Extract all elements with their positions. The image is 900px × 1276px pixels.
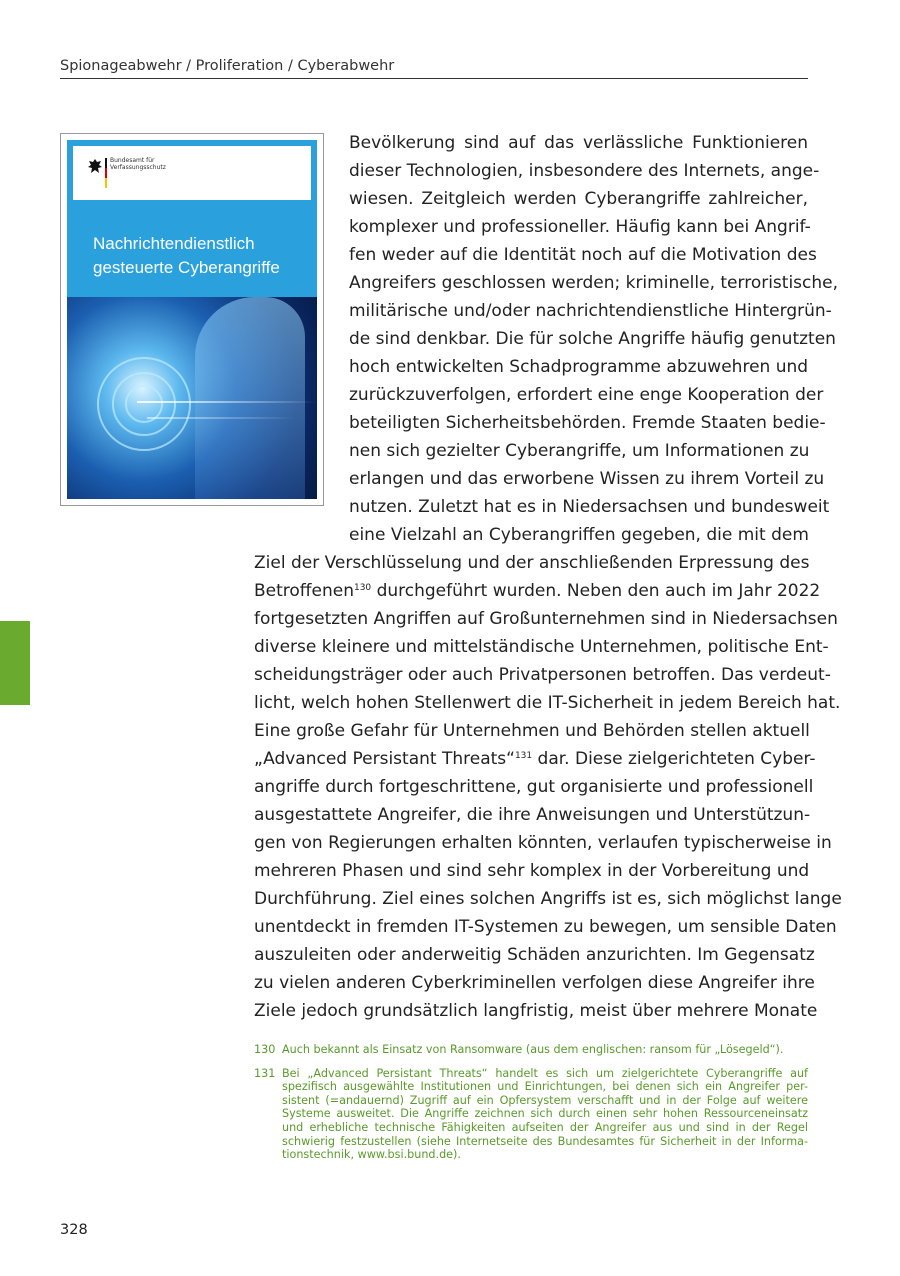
text-fragment: durchgeführt wurden. Neben den auch im Jahr 2022 bbox=[371, 581, 821, 601]
brochure-title-line: gesteuerte Cyberangriffe bbox=[93, 258, 280, 277]
page-number: 328 bbox=[60, 1222, 88, 1238]
text-line: scheidungsträger oder auch Privatpersonen betroffen. Das verdeut- bbox=[254, 665, 831, 685]
agency-name-line: Verfassungsschutz bbox=[110, 164, 166, 171]
footnote-130 bbox=[254, 1043, 808, 1057]
chapter-color-tab bbox=[0, 621, 30, 705]
text-line: eine Vielzahl an Cyberangriffen gegeben, die mit dem bbox=[349, 525, 809, 545]
text-line: militärische und/oder nachrichtendienstliche Hintergrün- bbox=[349, 301, 832, 321]
footnote-ref-130[interactable]: 130 bbox=[353, 583, 372, 593]
footnote-ref-131[interactable]: 131 bbox=[514, 751, 533, 761]
text-line: Ziele jedoch grundsätzlich langfristig, meist über mehrere Monate bbox=[254, 1001, 818, 1021]
text-line: wiesen. Zeitgleich werden Cyberangriffe zahlreicher, bbox=[349, 189, 808, 209]
text-line: Eine große Gefahr für Unternehmen und Behörden stellen aktuell bbox=[254, 721, 810, 741]
footnotes bbox=[254, 1043, 808, 1172]
text-line: auszuleiten oder anderweitig Schäden anzurichten. Im Gegensatz bbox=[254, 945, 815, 965]
text-line: nen sich gezielter Cyberangriffe, um Informationen zu bbox=[349, 441, 810, 461]
brochure-title bbox=[93, 232, 313, 280]
brochure-title-line: Nachrichtendienstlich bbox=[93, 234, 255, 253]
text-line: erlangen und das erworbene Wissen zu ihrem Vorteil zu bbox=[349, 469, 825, 489]
brochure-cover-figure bbox=[60, 133, 324, 506]
text-fragment: Betroffenen bbox=[254, 581, 354, 601]
text-line: fortgesetzten Angriffen auf Großunternehmen sind in Niedersachsen bbox=[254, 609, 838, 629]
text-fragment: dar. Diese zielgerichteten Cyber- bbox=[532, 749, 816, 769]
text-line bbox=[254, 577, 821, 605]
text-line: gen von Regierungen erhalten könnten, verlaufen typischerweise in bbox=[254, 833, 832, 853]
text-line: hoch entwickelten Schadprogramme abzuwehren und bbox=[349, 357, 809, 377]
body-text-narrow-column bbox=[349, 129, 839, 549]
agency-logo-box bbox=[73, 146, 311, 200]
text-line: unentdeckt in fremden IT-Systemen zu bewegen, um sensible Daten bbox=[254, 917, 837, 937]
text-line: nutzen. Zuletzt hat es in Niedersachsen und bundesweit bbox=[349, 497, 830, 517]
text-line: ausgestattete Angreifer, die ihre Anweisungen und Unterstützun- bbox=[254, 805, 811, 825]
text-fragment: „Advanced Persistant Threats“ bbox=[254, 749, 515, 769]
agency-name-line: Bundesamt für bbox=[110, 157, 155, 164]
body-text-wide-column bbox=[254, 549, 842, 1025]
agency-name bbox=[110, 157, 230, 171]
cyber-face-illustration bbox=[67, 297, 317, 499]
footnote-text: Auch bekannt als Einsatz von Ransomware (aus dem englischen: ransom für „Lösegeld“). bbox=[282, 1043, 784, 1056]
text-line bbox=[254, 745, 816, 773]
text-line: Durchführung. Ziel eines solchen Angriffs ist es, sich möglichst lange bbox=[254, 889, 842, 909]
text-line: komplexer und professioneller. Häufig kann bei Angrif- bbox=[349, 217, 811, 237]
text-line: beteiligten Sicherheitsbehörden. Fremde Staaten bedie- bbox=[349, 413, 826, 433]
text-line: Angreifers geschlossen werden; kriminelle, terroristische, bbox=[349, 273, 839, 293]
brochure-cover bbox=[67, 140, 317, 499]
text-line: zurückzuverfolgen, erfordert eine enge Kooperation der bbox=[349, 385, 824, 405]
text-line: diverse kleinere und mittelständische Unternehmen, politische Ent- bbox=[254, 637, 829, 657]
text-line: licht, welch hohen Stellenwert die IT-Sicherheit in jedem Bereich hat. bbox=[254, 693, 841, 713]
light-beam bbox=[137, 401, 317, 403]
footnote-number: 131 bbox=[254, 1066, 276, 1080]
running-header: Spionageabwehr / Proliferation / Cyberabwehr bbox=[60, 58, 808, 79]
text-line: mehreren Phasen und sind sehr komplex in der Vorbereitung und bbox=[254, 861, 810, 881]
text-line: angriffe durch fortgeschrittene, gut organisierte und professionell bbox=[254, 777, 814, 797]
text-line: zu vielen anderen Cyberkriminellen verfolgen diese Angreifer ihre bbox=[254, 973, 815, 993]
german-flag-stripe bbox=[105, 158, 107, 188]
text-line: dieser Technologien, insbesondere des Internets, ange- bbox=[349, 161, 820, 181]
federal-eagle-icon bbox=[87, 158, 103, 176]
footnote-number: 130 bbox=[254, 1043, 276, 1056]
text-line: Bevölkerung sind auf das verlässliche Funktionieren bbox=[349, 133, 808, 153]
text-line: Ziel der Verschlüsselung und der anschließenden Erpressung des bbox=[254, 553, 810, 573]
footnote-131 bbox=[254, 1067, 808, 1162]
text-line: fen weder auf die Identität noch auf die Motivation des bbox=[349, 245, 817, 265]
footnote-text: Bei „Advanced Persistant Threats“ handelt es sich um zielgerichtete Cyberangriffe auf spezifisch ausgewählte Institutionen und Einrichtungen, bei denen sich ein Angreifer per-sistent (=andauernd) Zugriff auf ein Opfersystem verschafft und in der Folge auf weitere Systeme ausweitet. Die Angriffe zeichnen sich durch einen sehr hohen Ressourceneinsatz und erhebliche technische Fähigkeiten aufseiten der Angreifer aus und sind in der Regel schwierig festzustellen (siehe Internetseite des Bundesamtes für Sicherheit in der Informa-tionstechnik, www.bsi.bund.de). bbox=[282, 1066, 808, 1162]
light-beam bbox=[147, 417, 297, 419]
text-line: de sind denkbar. Die für solche Angriffe häufig genutzten bbox=[349, 329, 836, 349]
robot-face-shape bbox=[195, 297, 305, 499]
